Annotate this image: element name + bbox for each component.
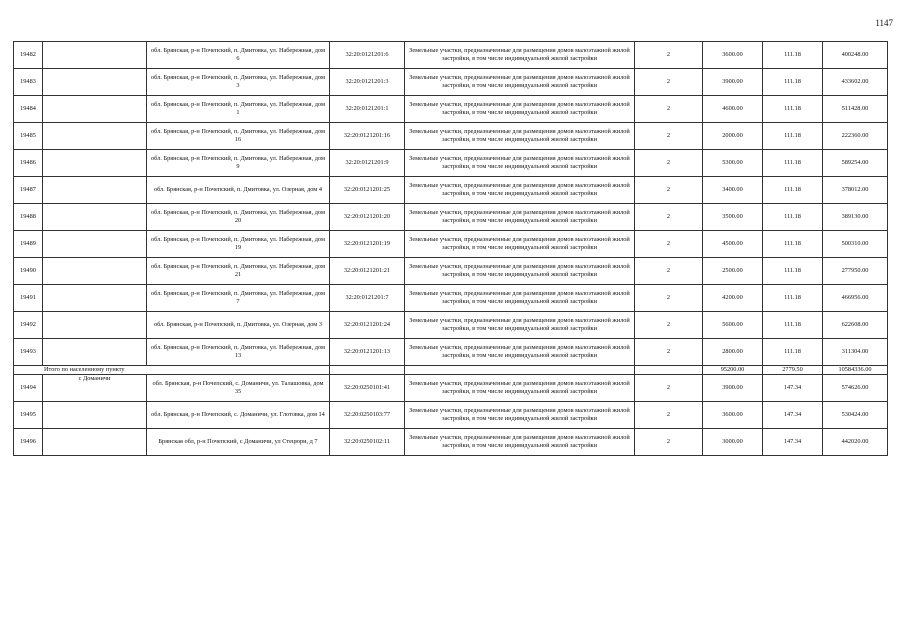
table-row	[14, 96, 888, 123]
locality-cell	[43, 96, 147, 123]
area-cell: 3400.00	[703, 177, 763, 204]
locality-cell	[43, 339, 147, 366]
rate-cell: 147.34	[763, 375, 823, 402]
cadastral-number-cell: 32:20:0121201:3	[330, 69, 405, 96]
address-cell: обл. Брянская, р-н Почепский, п. Дмитовка, ул. Озерная, дом 4	[147, 177, 330, 204]
group-cell: 2	[635, 177, 703, 204]
table-row	[14, 123, 888, 150]
land-purpose-cell: Земельные участки, предназначенные для размещения домов малоэтажной жилой застройки, в том числе индивидуальной жилой застройки	[405, 375, 635, 402]
cadastral-number-cell: 32:20:0121201:13	[330, 339, 405, 366]
address-cell: обл. Брянская, р-н Почепский, п. Дмитовка, ул. Набережная, дом 16	[147, 123, 330, 150]
locality-cell	[43, 231, 147, 258]
cadastral-value-cell: 222360.00	[823, 123, 888, 150]
rate-cell: 111.18	[763, 258, 823, 285]
locality-total-row	[14, 366, 888, 375]
row-number: 19487	[14, 177, 43, 204]
rate-cell: 147.34	[763, 429, 823, 456]
group-cell: 2	[635, 123, 703, 150]
table-row	[14, 42, 888, 69]
address-cell: обл. Брянская, р-н Почепский, с. Доманичи, ул. Талашовка, дом 35	[147, 375, 330, 402]
rate-cell: 111.18	[763, 312, 823, 339]
table-row	[14, 231, 888, 258]
row-number: 19484	[14, 96, 43, 123]
land-purpose-cell: Земельные участки, предназначенные для размещения домов малоэтажной жилой застройки, в том числе индивидуальной жилой застройки	[405, 42, 635, 69]
locality-cell	[43, 123, 147, 150]
row-number: 19488	[14, 204, 43, 231]
row-number: 19486	[14, 150, 43, 177]
group-cell: 2	[635, 312, 703, 339]
row-number: 19483	[14, 69, 43, 96]
locality-cell	[43, 258, 147, 285]
row-number: 19496	[14, 429, 43, 456]
cadastral-value-cell: 589254.00	[823, 150, 888, 177]
area-cell: 3900.00	[703, 375, 763, 402]
group-cell: 2	[635, 339, 703, 366]
row-number: 19489	[14, 231, 43, 258]
empty-cell	[405, 366, 635, 375]
cadastral-number-cell: 32:20:0121201:20	[330, 204, 405, 231]
rate-cell: 111.18	[763, 231, 823, 258]
cadastral-number-cell: 32:20:0121201:6	[330, 42, 405, 69]
table-row	[14, 258, 888, 285]
table-row	[14, 402, 888, 429]
locality-cell	[43, 42, 147, 69]
page-number: 1147	[875, 18, 893, 28]
total-value: 10584336.00	[823, 366, 888, 375]
total-rate: 2779.50	[763, 366, 823, 375]
table-row	[14, 177, 888, 204]
row-number: 19482	[14, 42, 43, 69]
address-cell: обл. Брянская, р-н Почепский, п. Дмитовка, ул. Озерная, дом 3	[147, 312, 330, 339]
rate-cell: 111.18	[763, 96, 823, 123]
rate-cell: 111.18	[763, 285, 823, 312]
row-number: 19491	[14, 285, 43, 312]
group-cell: 2	[635, 204, 703, 231]
row-number: 19495	[14, 402, 43, 429]
cadastral-value-cell: 433602.00	[823, 69, 888, 96]
table-row	[14, 285, 888, 312]
table-row	[14, 375, 888, 402]
land-purpose-cell: Земельные участки, предназначенные для размещения домов малоэтажной жилой застройки, в том числе индивидуальной жилой застройки	[405, 285, 635, 312]
group-cell: 2	[635, 375, 703, 402]
row-number: 19494	[14, 375, 43, 402]
cadastral-number-cell: 32:20:0250101:41	[330, 375, 405, 402]
area-cell: 2000.00	[703, 123, 763, 150]
address-cell: обл. Брянская, р-н Почепский, п. Дмитовка, ул. Набережная, дом 3	[147, 69, 330, 96]
land-purpose-cell: Земельные участки, предназначенные для размещения домов малоэтажной жилой застройки, в том числе индивидуальной жилой застройки	[405, 312, 635, 339]
area-cell: 2800.00	[703, 339, 763, 366]
cadastral-number-cell: 32:20:0250102:11	[330, 429, 405, 456]
locality-cell	[43, 285, 147, 312]
table-row	[14, 429, 888, 456]
area-cell: 4600.00	[703, 96, 763, 123]
address-cell: обл. Брянская, р-н Почепский, п. Дмитовка, ул. Набережная, дом 9	[147, 150, 330, 177]
rate-cell: 111.18	[763, 204, 823, 231]
table-row	[14, 204, 888, 231]
area-cell: 3900.00	[703, 69, 763, 96]
row-number: 19490	[14, 258, 43, 285]
row-number: 19492	[14, 312, 43, 339]
land-purpose-cell: Земельные участки, предназначенные для размещения домов малоэтажной жилой застройки, в том числе индивидуальной жилой застройки	[405, 123, 635, 150]
cadastral-number-cell: 32:20:0121201:7	[330, 285, 405, 312]
group-cell: 2	[635, 429, 703, 456]
rate-cell: 111.18	[763, 177, 823, 204]
address-cell: обл. Брянская, р-н Почепский, п. Дмитовка, ул. Набережная, дом 20	[147, 204, 330, 231]
cadastral-number-cell: 32:20:0121201:16	[330, 123, 405, 150]
cadastral-value-cell: 400248.00	[823, 42, 888, 69]
locality-cell	[43, 312, 147, 339]
total-label: Итого по населенному пункту	[14, 366, 330, 375]
land-purpose-cell: Земельные участки, предназначенные для размещения домов малоэтажной жилой застройки, в том числе индивидуальной жилой застройки	[405, 429, 635, 456]
address-cell: обл. Брянская, р-н Почепский, п. Дмитовка, ул. Набережная, дом 13	[147, 339, 330, 366]
address-cell: обл. Брянская, р-н Почепский, п. Дмитовка, ул. Набережная, дом 6	[147, 42, 330, 69]
group-cell: 2	[635, 285, 703, 312]
total-area: 95200.00	[703, 366, 763, 375]
cadastral-value-cell: 622608.00	[823, 312, 888, 339]
address-cell: обл. Брянская, р-н Почепский, п. Дмитовка, ул. Набережная, дом 21	[147, 258, 330, 285]
rate-cell: 111.18	[763, 150, 823, 177]
group-cell: 2	[635, 402, 703, 429]
table-row	[14, 339, 888, 366]
area-cell: 5300.00	[703, 150, 763, 177]
group-cell: 2	[635, 231, 703, 258]
area-cell: 3600.00	[703, 42, 763, 69]
group-cell: 2	[635, 42, 703, 69]
cadastral-value-cell: 277950.00	[823, 258, 888, 285]
land-purpose-cell: Земельные участки, предназначенные для размещения домов малоэтажной жилой застройки, в том числе индивидуальной жилой застройки	[405, 96, 635, 123]
cadastral-value-cell: 530424.00	[823, 402, 888, 429]
empty-cell	[330, 366, 405, 375]
cadastral-value-cell: 574626.00	[823, 375, 888, 402]
rate-cell: 147.34	[763, 402, 823, 429]
address-cell: обл. Брянская, р-н Почепский, с. Доманичи, ул. Глотовка, дом 14	[147, 402, 330, 429]
land-purpose-cell: Земельные участки, предназначенные для размещения домов малоэтажной жилой застройки, в том числе индивидуальной жилой застройки	[405, 177, 635, 204]
locality-cell: с Доманичи	[43, 375, 147, 402]
rate-cell: 111.18	[763, 123, 823, 150]
cadastral-number-cell: 32:20:0121201:25	[330, 177, 405, 204]
locality-cell	[43, 429, 147, 456]
address-cell: обл. Брянская, р-н Почепский, п. Дмитовка, ул. Набережная, дом 7	[147, 285, 330, 312]
cadastral-number-cell: 32:20:0121201:1	[330, 96, 405, 123]
locality-cell	[43, 204, 147, 231]
locality-cell	[43, 177, 147, 204]
area-cell: 3600.00	[703, 402, 763, 429]
address-cell: Брянская обл, р-н Почепский, с Доманичи, ул Стецюри, д 7	[147, 429, 330, 456]
locality-cell	[43, 150, 147, 177]
rate-cell: 111.18	[763, 339, 823, 366]
area-cell: 3000.00	[703, 429, 763, 456]
address-cell: обл. Брянская, р-н Почепский, п. Дмитовка, ул. Набережная, дом 19	[147, 231, 330, 258]
table-row	[14, 150, 888, 177]
land-purpose-cell: Земельные участки, предназначенные для размещения домов малоэтажной жилой застройки, в том числе индивидуальной жилой застройки	[405, 231, 635, 258]
table-body	[14, 42, 888, 456]
row-number: 19493	[14, 339, 43, 366]
cadastral-value-cell: 378012.00	[823, 177, 888, 204]
group-cell: 2	[635, 69, 703, 96]
land-purpose-cell: Земельные участки, предназначенные для размещения домов малоэтажной жилой застройки, в том числе индивидуальной жилой застройки	[405, 150, 635, 177]
rate-cell: 111.18	[763, 69, 823, 96]
land-purpose-cell: Земельные участки, предназначенные для размещения домов малоэтажной жилой застройки, в том числе индивидуальной жилой застройки	[405, 69, 635, 96]
land-purpose-cell: Земельные участки, предназначенные для размещения домов малоэтажной жилой застройки, в том числе индивидуальной жилой застройки	[405, 204, 635, 231]
land-purpose-cell: Земельные участки, предназначенные для размещения домов малоэтажной жилой застройки, в том числе индивидуальной жилой застройки	[405, 339, 635, 366]
cadastral-value-cell: 311304.00	[823, 339, 888, 366]
row-number: 19485	[14, 123, 43, 150]
land-register-table	[13, 41, 888, 456]
locality-cell	[43, 402, 147, 429]
cadastral-value-cell: 389130.00	[823, 204, 888, 231]
land-purpose-cell: Земельные участки, предназначенные для размещения домов малоэтажной жилой застройки, в том числе индивидуальной жилой застройки	[405, 258, 635, 285]
cadastral-value-cell: 442020.00	[823, 429, 888, 456]
cadastral-value-cell: 511428.00	[823, 96, 888, 123]
group-cell: 2	[635, 258, 703, 285]
cadastral-value-cell: 500310.00	[823, 231, 888, 258]
area-cell: 3500.00	[703, 204, 763, 231]
table-row	[14, 69, 888, 96]
area-cell: 2500.00	[703, 258, 763, 285]
cadastral-value-cell: 466956.00	[823, 285, 888, 312]
cadastral-number-cell: 32:20:0121201:9	[330, 150, 405, 177]
table-row	[14, 312, 888, 339]
land-purpose-cell: Земельные участки, предназначенные для размещения домов малоэтажной жилой застройки, в том числе индивидуальной жилой застройки	[405, 402, 635, 429]
area-cell: 5600.00	[703, 312, 763, 339]
locality-cell	[43, 69, 147, 96]
address-cell: обл. Брянская, р-н Почепский, п. Дмитовка, ул. Набережная, дом 1	[147, 96, 330, 123]
area-cell: 4500.00	[703, 231, 763, 258]
cadastral-number-cell: 32:20:0121201:24	[330, 312, 405, 339]
cadastral-number-cell: 32:20:0121201:19	[330, 231, 405, 258]
group-cell: 2	[635, 150, 703, 177]
cadastral-number-cell: 32:20:0250103:77	[330, 402, 405, 429]
cadastral-number-cell: 32:20:0121201:21	[330, 258, 405, 285]
rate-cell: 111.18	[763, 42, 823, 69]
empty-cell	[635, 366, 703, 375]
group-cell: 2	[635, 96, 703, 123]
area-cell: 4200.00	[703, 285, 763, 312]
